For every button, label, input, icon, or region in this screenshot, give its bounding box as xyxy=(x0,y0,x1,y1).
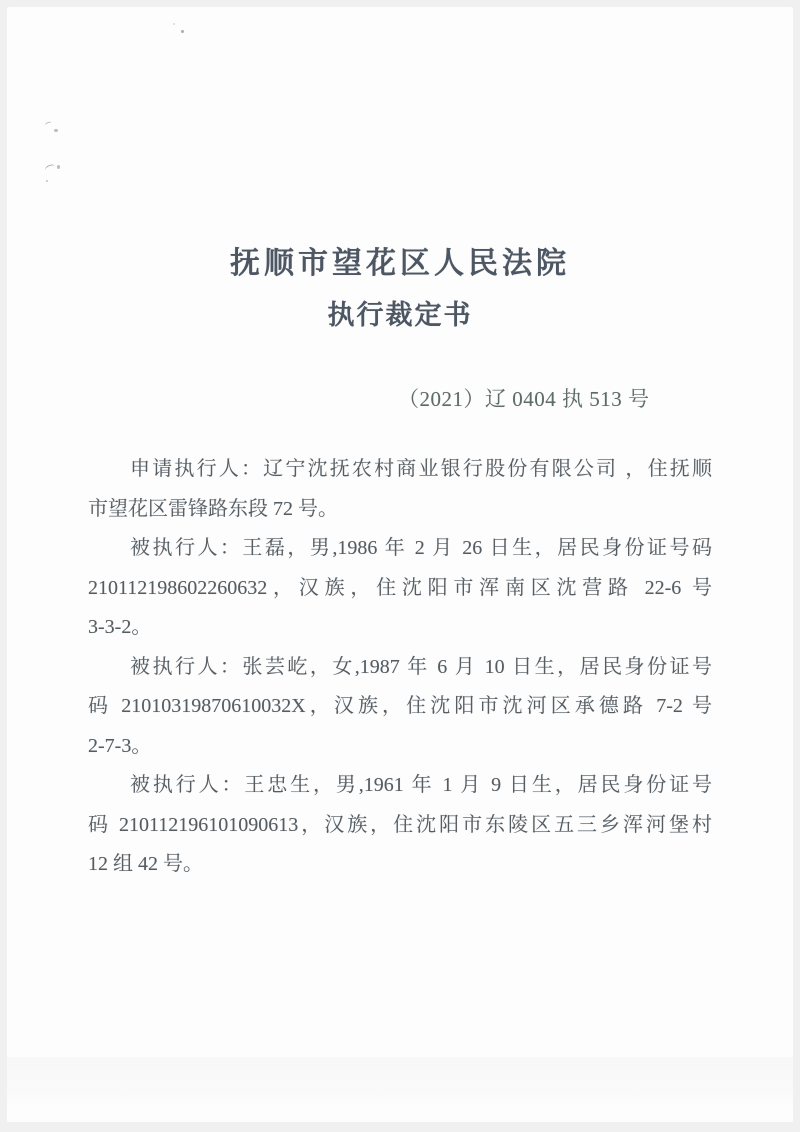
party-paragraph xyxy=(88,766,712,885)
document-title-heading: 执行裁定书 xyxy=(327,300,473,330)
party-paragraph xyxy=(88,450,712,529)
body-line: 被执行人：王磊，男,1986 年 2 月 26 日生，居民身份证号码 xyxy=(130,537,712,559)
party-paragraph xyxy=(88,648,712,767)
document-body xyxy=(88,450,712,885)
scan-speck xyxy=(54,129,58,132)
scan-shadow-band xyxy=(7,1057,793,1105)
scan-speck xyxy=(173,23,175,25)
case-number: （2021）辽 0404 执 513 号 xyxy=(398,387,650,411)
document-page xyxy=(7,7,793,1122)
body-line: 210112198602260632，汉族，住沈阳市浑南区沈营路 22-6 号 xyxy=(88,576,712,599)
body-line: 被执行人：王忠生，男,1961 年 1 月 9 日生，居民身份证号 xyxy=(130,774,712,796)
court-name-heading: 抚顺市望花区人民法院 xyxy=(230,247,570,280)
party-paragraph xyxy=(88,529,712,648)
body-line: 12 组 42 号。 xyxy=(88,853,203,875)
body-line: 2-7-3。 xyxy=(88,734,152,757)
scan-speck xyxy=(46,180,48,182)
scan-scribble xyxy=(44,121,52,128)
body-line: 码 210112196101090613，汉族，住沈阳市东陵区五三乡浑河堡村 xyxy=(88,813,712,836)
body-line: 被执行人：张芸屹，女,1987 年 6 月 10 日生，居民身份证号 xyxy=(130,655,712,678)
body-line: 市望花区雷锋路东段 72 号。 xyxy=(88,497,338,520)
body-line: 3-3-2。 xyxy=(88,616,152,638)
body-line: 码 21010319870610032X，汉族，住沈阳市沈河区承德路 7-2 号 xyxy=(88,695,712,717)
scan-speck xyxy=(181,30,184,33)
scan-speck xyxy=(57,165,60,169)
scan-scribble xyxy=(44,164,56,174)
body-line: 申请执行人：辽宁沈抚农村商业银行股份有限公司 ，住抚顺 xyxy=(130,458,712,480)
